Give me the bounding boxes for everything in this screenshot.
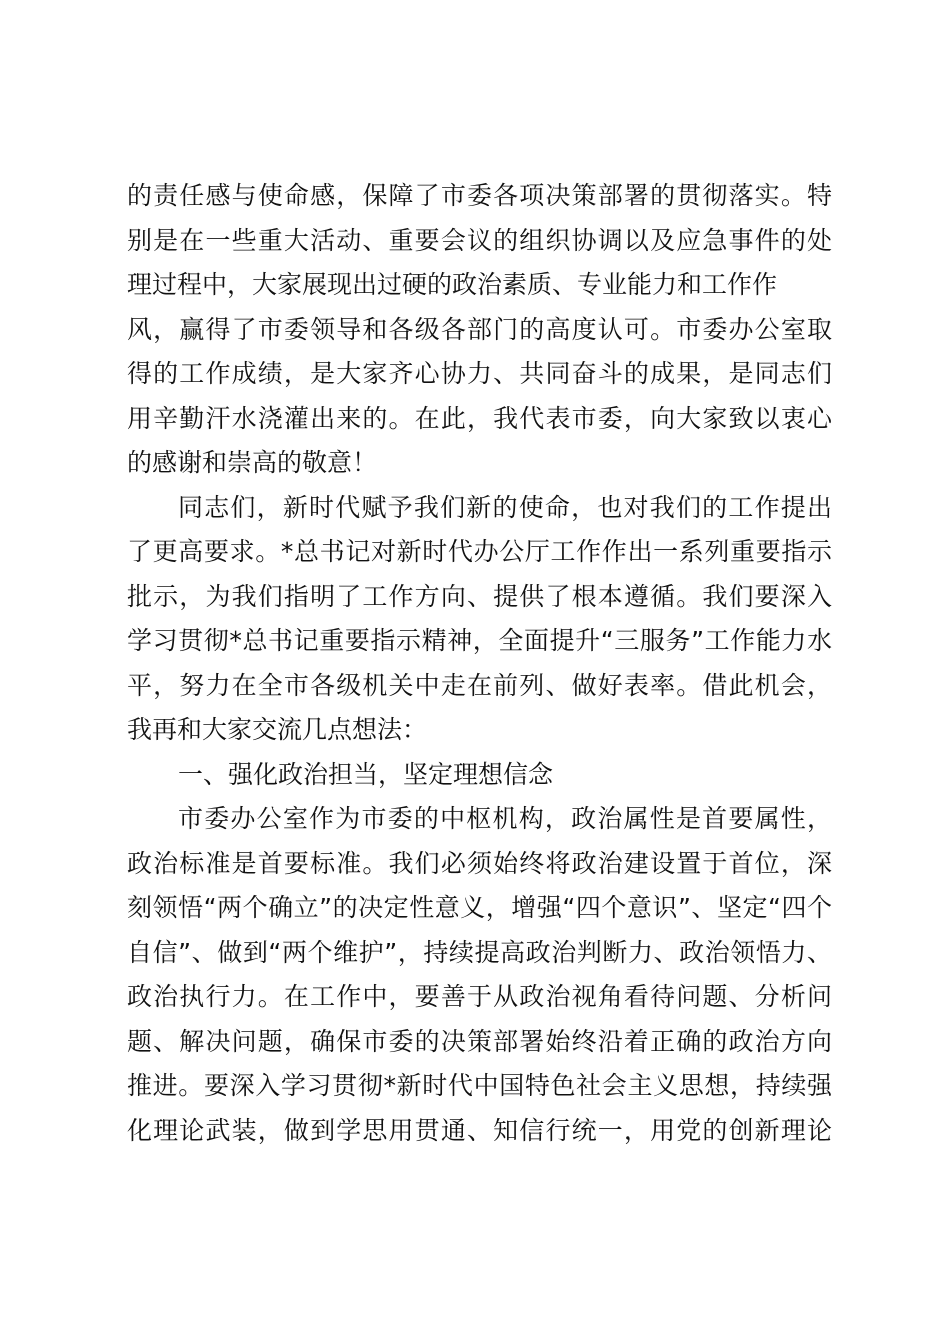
text-line: 批示，为我们指明了工作方向、提供了根本遵循。我们要深入	[127, 581, 832, 611]
text-line: 的责任感与使命感，保障了市委各项决策部署的贯彻落实。特	[127, 181, 832, 210]
text-line: 刻领悟“两个确立”的决定性意义，增强“四个意识”、坚定“四个	[127, 893, 832, 922]
text-line: 学习贯彻*总书记重要指示精神，全面提升“三服务”工作能力水	[127, 626, 832, 655]
text-line: 风，赢得了市委领导和各级各部门的高度认可。市委办公室取	[127, 314, 832, 344]
text-line: 了更高要求。*总书记对新时代办公厅工作作出一系列重要指示	[127, 537, 832, 566]
text-line: 政治标准是首要标准。我们必须始终将政治建设置于首位，深	[127, 848, 832, 878]
body-text	[127, 174, 832, 1153]
text-line: 推进。要深入学习贯彻*新时代中国特色社会主义思想，持续强	[127, 1071, 832, 1100]
text-line: 平，努力在全市各级机关中走在前列、做好表率。借此机会，	[127, 670, 832, 700]
text-line: 我再和大家交流几点想法：	[127, 715, 428, 744]
text-line: 得的工作成绩，是大家齐心协力、共同奋斗的成果，是同志们	[127, 359, 832, 388]
text-line: 自信”、做到“两个维护”，持续提高政治判断力、政治领悟力、	[127, 937, 832, 967]
section-heading: 一、强化政治担当，坚定理想信念	[178, 759, 554, 789]
text-line: 化理论武装，做到学思用贯通、知信行统一，用党的创新理论	[127, 1115, 832, 1145]
text-line: 用辛勤汗水浇灌出来的。在此，我代表市委，向大家致以衷心	[127, 403, 832, 433]
text-line: 政治执行力。在工作中，要善于从政治视角看待问题、分析问	[127, 982, 832, 1011]
text-line: 同志们，新时代赋予我们新的使命，也对我们的工作提出	[178, 492, 832, 522]
text-line: 理过程中，大家展现出过硬的政治素质、专业能力和工作作	[127, 270, 778, 299]
text-line: 市委办公室作为市委的中枢机构，政治属性是首要属性，	[178, 804, 832, 833]
text-line: 别是在一些重大活动、重要会议的组织协调以及应急事件的处	[127, 225, 832, 255]
text-line: 题、解决问题，确保市委的决策部署始终沿着正确的政治方向	[127, 1026, 832, 1056]
text-line: 的感谢和崇高的敬意！	[127, 448, 378, 477]
